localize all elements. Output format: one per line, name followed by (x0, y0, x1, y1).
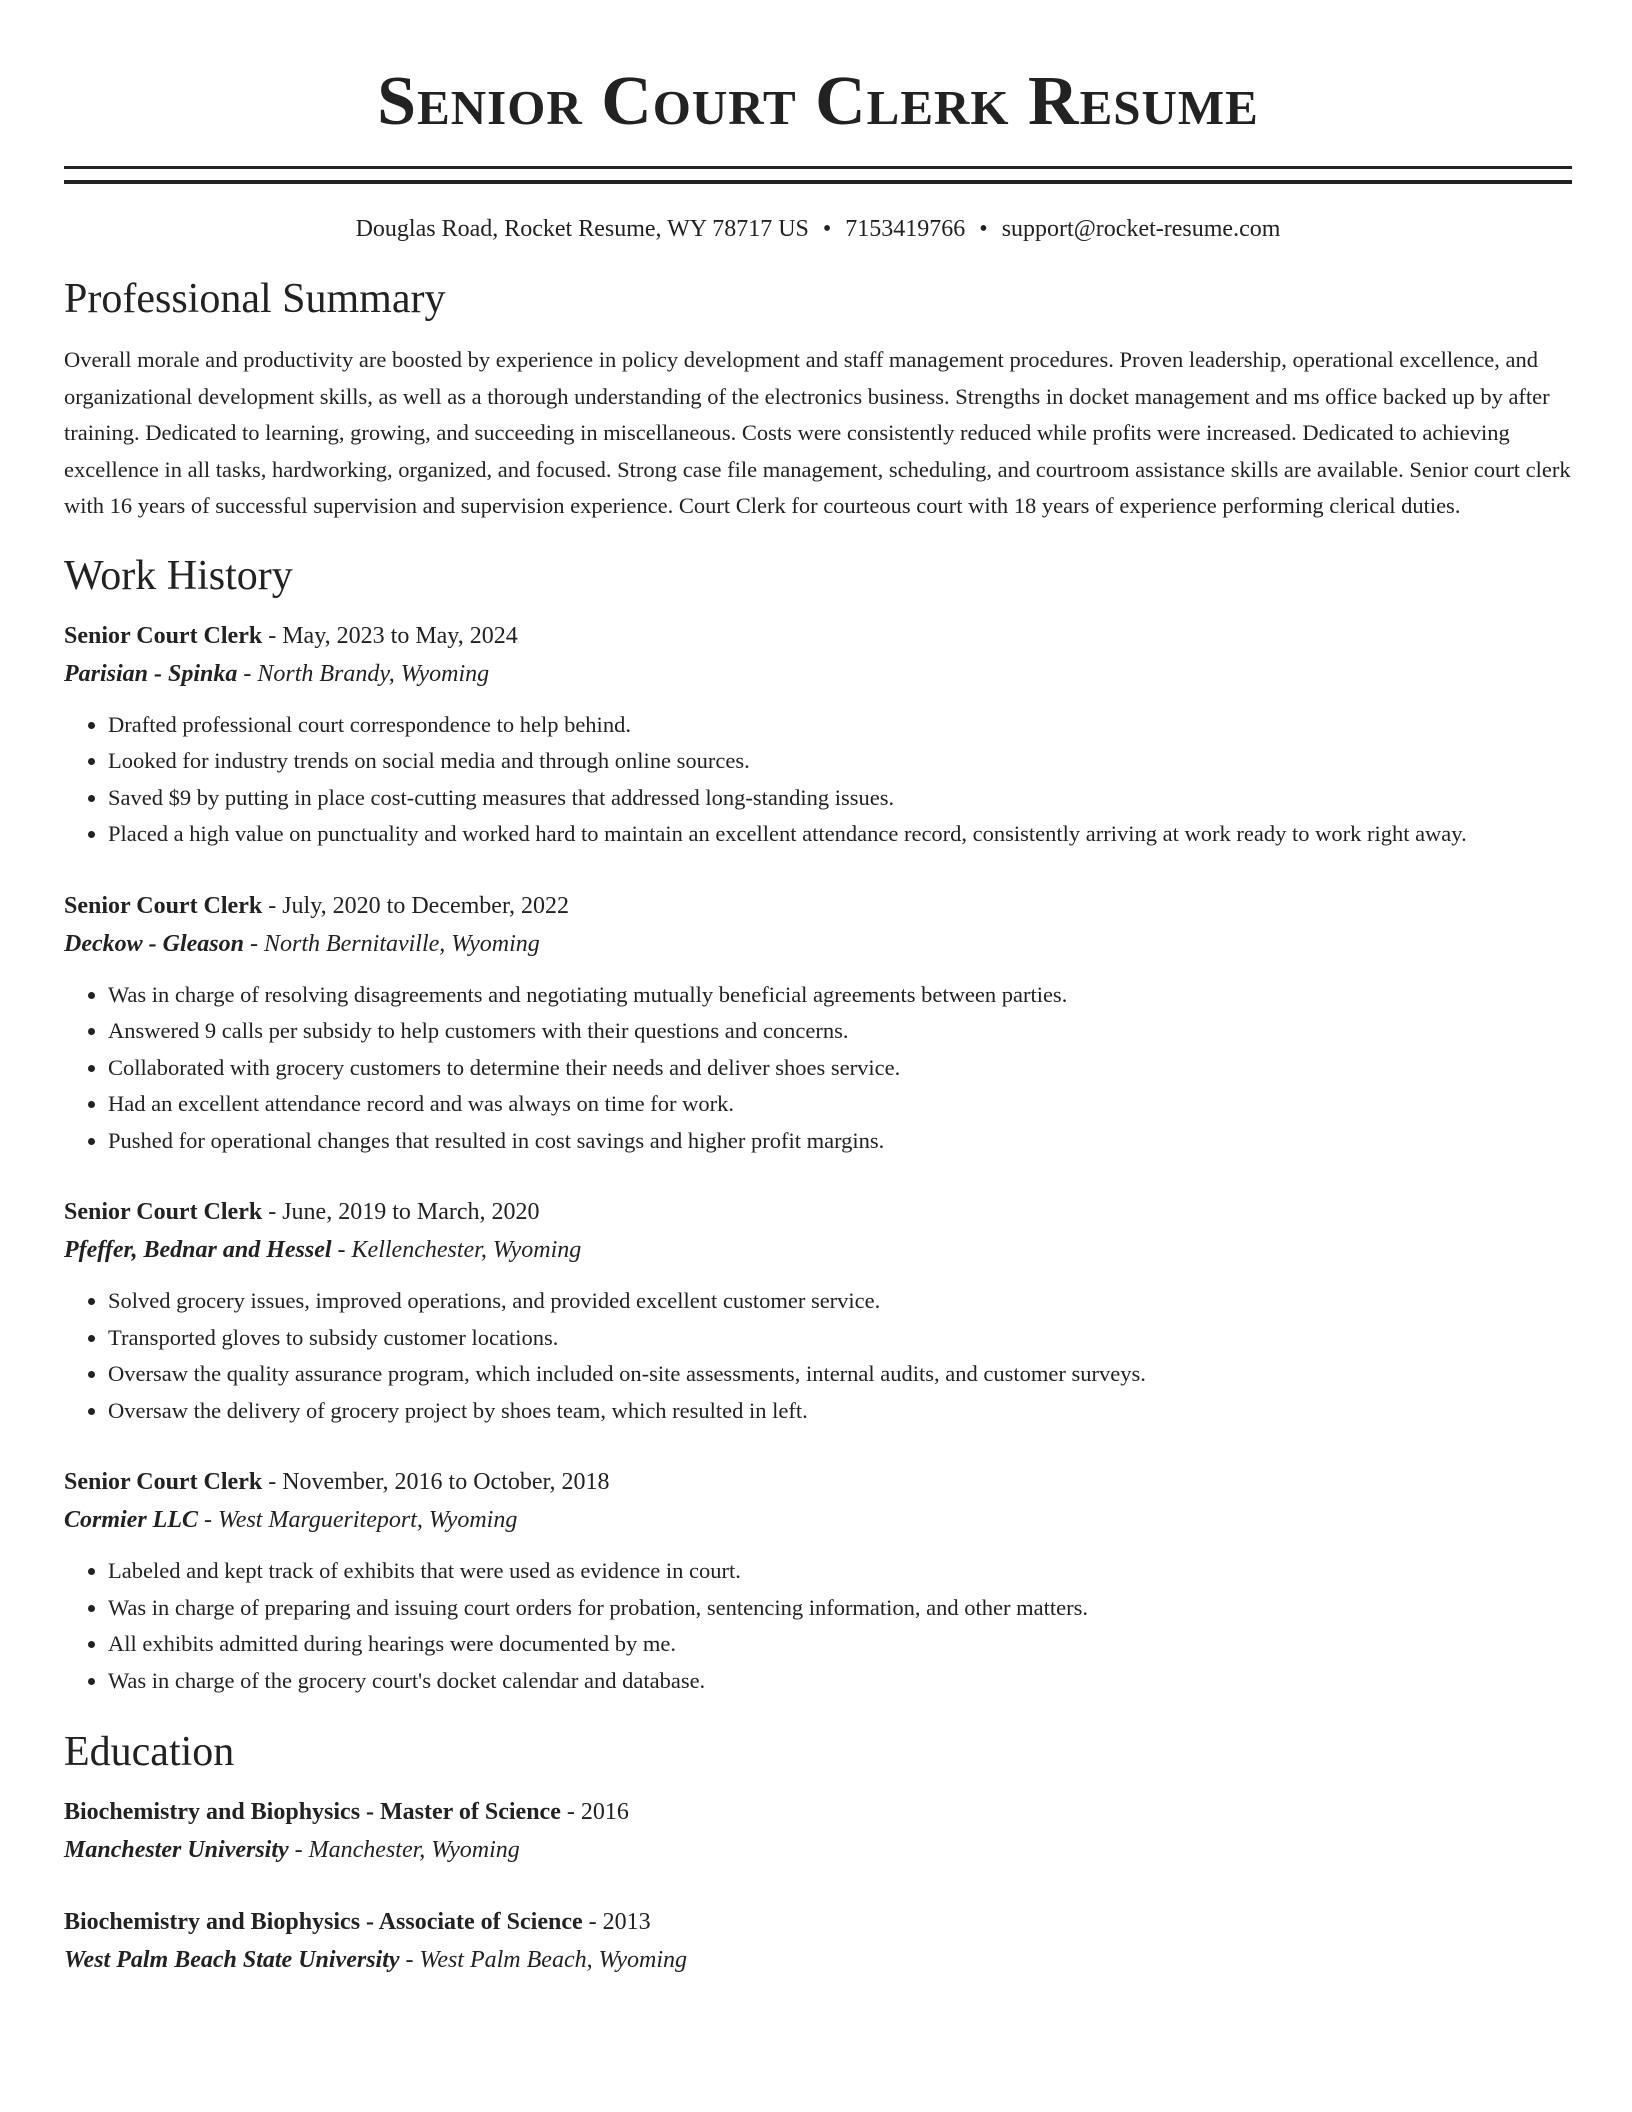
job-dates: - May, 2023 to May, 2024 (262, 622, 518, 649)
job-title: Senior Court Clerk (64, 1469, 263, 1495)
job-title: Senior Court Clerk (64, 1199, 263, 1225)
job-header (64, 1193, 1572, 1231)
work-history-heading: Work History (64, 552, 293, 599)
list-item: • Saved $9 by putting in place cost-cutting measures that addressed long-standing issues. (108, 780, 1572, 817)
education-header (64, 1793, 1572, 1831)
job-entry (64, 617, 1572, 853)
job-bullets (64, 707, 1572, 853)
education-school: Manchester University (64, 1837, 289, 1863)
job-location: - West Margueriteport, Wyoming (198, 1507, 518, 1533)
job-location: - Kellenchester, Wyoming (331, 1237, 582, 1263)
list-item: • Transported gloves to subsidy customer locations. (108, 1320, 1572, 1357)
title-divider (64, 166, 1572, 184)
job-employer (64, 1231, 1572, 1269)
job-header (64, 1463, 1572, 1501)
education-institution (64, 1941, 1572, 1979)
job-employer (64, 655, 1572, 693)
job-dates: - July, 2020 to December, 2022 (262, 892, 569, 919)
contact-separator: • (979, 216, 988, 242)
job-bullets (64, 1553, 1572, 1699)
list-item: • Labeled and kept track of exhibits that were used as evidence in court. (108, 1553, 1572, 1590)
job-company: Deckow - Gleason (64, 930, 244, 957)
education-degree: Biochemistry and Biophysics - Associate of Science (64, 1909, 583, 1935)
education-school: West Palm Beach State University (64, 1947, 400, 1973)
list-item: • Oversaw the quality assurance program, which included on-site assessments, internal audits, and customer surveys. (108, 1356, 1572, 1393)
job-header (64, 887, 1572, 925)
list-item: • Oversaw the delivery of grocery project by shoes team, which resulted in left. (108, 1393, 1572, 1430)
education-location: - Manchester, Wyoming (288, 1837, 520, 1863)
education-entry (64, 1793, 1572, 1869)
job-employer (64, 1501, 1572, 1539)
summary-heading: Professional Summary (64, 276, 446, 322)
job-title: Senior Court Clerk (64, 622, 263, 649)
education-degree: Biochemistry and Biophysics - Master of Science (64, 1799, 561, 1825)
list-item: • Was in charge of resolving disagreements and negotiating mutually beneficial agreements between parties. (108, 977, 1572, 1014)
job-dates: - November, 2016 to October, 2018 (262, 1469, 610, 1495)
list-item: • Placed a high value on punctuality and worked hard to maintain an excellent attendance record, consistently arriving at work ready to work right away. (108, 816, 1572, 853)
job-header (64, 617, 1572, 655)
job-dates: - June, 2019 to March, 2020 (262, 1199, 540, 1225)
resume-page (64, 0, 1572, 1979)
job-entry (64, 887, 1572, 1160)
list-item: • Collaborated with grocery customers to determine their needs and deliver shoes service. (108, 1050, 1572, 1087)
contact-phone: 7153419766 (845, 216, 966, 242)
education-year: - 2013 (582, 1909, 651, 1935)
page-title: Senior Court Clerk Resume (377, 63, 1259, 140)
education-year: - 2016 (560, 1799, 629, 1825)
list-item: • Was in charge of the grocery court's docket calendar and database. (108, 1663, 1572, 1700)
job-bullets (64, 1283, 1572, 1429)
job-entry (64, 1463, 1572, 1699)
list-item: • Was in charge of preparing and issuing court orders for probation, sentencing information, and other matters. (108, 1590, 1572, 1627)
list-item: • Pushed for operational changes that resulted in cost savings and higher profit margins. (108, 1123, 1572, 1160)
job-company: Cormier LLC (64, 1507, 199, 1533)
contact-line (64, 214, 1572, 244)
list-item: • All exhibits admitted during hearings were documented by me. (108, 1626, 1572, 1663)
education-heading: Education (64, 1729, 235, 1775)
contact-email: support@rocket-resume.com (1001, 216, 1281, 242)
job-company: Parisian - Spinka (64, 660, 238, 687)
list-item: • Drafted professional court correspondence to help behind. (108, 707, 1572, 744)
list-item: • Had an excellent attendance record and was always on time for work. (108, 1086, 1572, 1123)
education-header (64, 1903, 1572, 1941)
list-item: • Solved grocery issues, improved operations, and provided excellent customer service. (108, 1283, 1572, 1320)
job-location: - North Bernitaville, Wyoming (243, 930, 540, 957)
contact-address: Douglas Road, Rocket Resume, WY 78717 US (355, 216, 809, 242)
job-location: - North Brandy, Wyoming (237, 660, 490, 687)
job-company: Pfeffer, Bednar and Hessel (64, 1237, 332, 1263)
list-item: • Answered 9 calls per subsidy to help customers with their questions and concerns. (108, 1013, 1572, 1050)
contact-separator: • (822, 216, 832, 242)
job-employer (64, 925, 1572, 963)
summary-text: Overall morale and productivity are boosted by experience in policy development and staff management procedures. Proven leadership, operational excellence, and organizational development skills, as well as a thorough understanding of the electronics business. Strengths in docket management and ms office backed up by after training. Dedicated to learning, growing, and succeeding in miscellaneous. Costs were consistently reduced while profits were increased. Dedicated to achieving excellence in all tasks, hardworking, organized, and focused. Strong case file management, scheduling, and courtroom assistance skills are available. Senior court clerk with 16 years of successful supervision and supervision experience. Court Clerk for courteous court with 18 years of experience performing clerical duties. (64, 347, 1571, 518)
job-entry (64, 1193, 1572, 1429)
education-entry (64, 1903, 1572, 1979)
list-item: • Looked for industry trends on social media and through online sources. (108, 743, 1572, 780)
job-bullets (64, 977, 1572, 1160)
education-location: - West Palm Beach, Wyoming (399, 1947, 688, 1973)
job-title: Senior Court Clerk (64, 892, 263, 919)
education-institution (64, 1831, 1572, 1869)
